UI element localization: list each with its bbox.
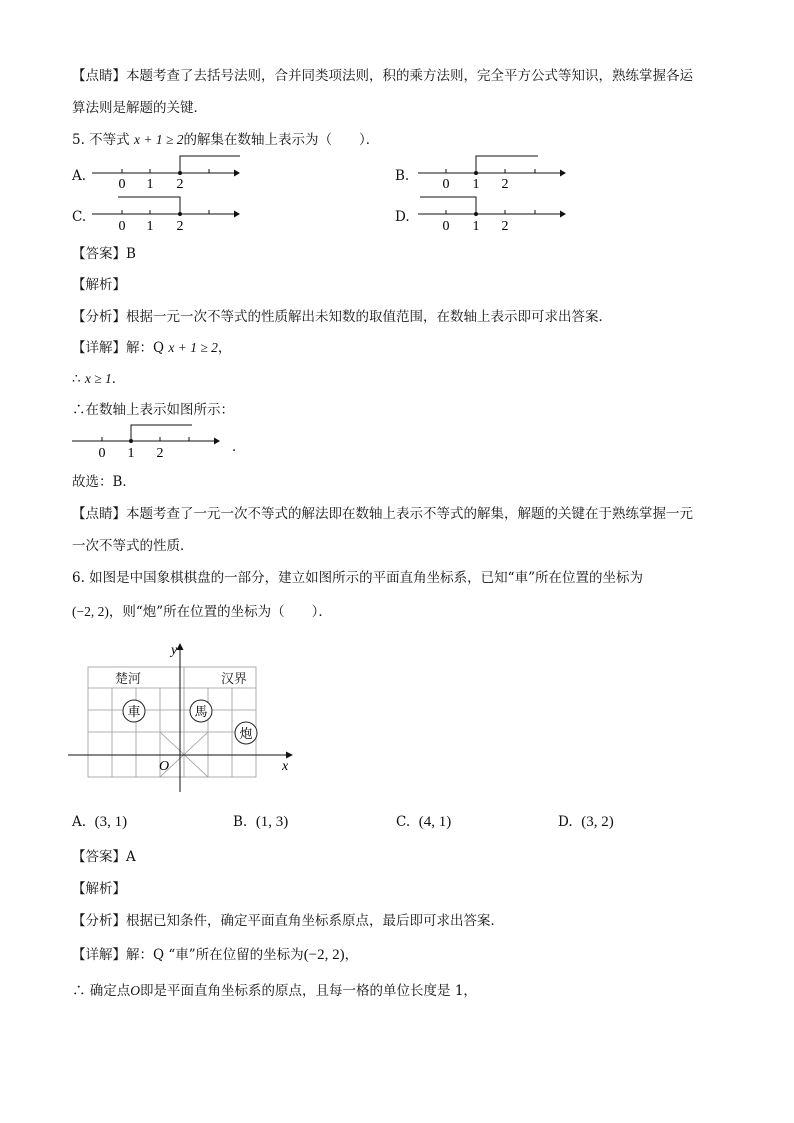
fenxi-text: 根据一元一次不等式的性质解出未知数的取值范围，在数轴上表示即可求出答案． — [126, 309, 612, 325]
q5-analysis-title: 【解析】 — [72, 277, 126, 293]
xiangjie-text: “車”所在位留的坐标为 — [168, 947, 304, 963]
q5-step2 — [72, 400, 234, 420]
piece-ma-label: 馬 — [194, 704, 208, 719]
q5-stem-prefix: 5. 不等式 — [72, 132, 130, 148]
q5-stem — [72, 130, 379, 150]
prev-note-line1 — [72, 66, 693, 86]
tick-label: 2 — [156, 446, 164, 461]
fenxi-text: 根据已知条件，确定平面直角坐标系原点，最后即可求出答案． — [126, 913, 504, 929]
option-label: B. — [233, 814, 248, 830]
q5-option-b-label: B. — [395, 168, 410, 184]
q5-xiangjie — [72, 338, 231, 358]
option-label: A. — [72, 814, 87, 830]
tick-label: 1 — [472, 219, 480, 234]
q6-chessboard-figure — [68, 640, 298, 800]
solution-dot: ． — [232, 439, 246, 455]
step1-end: ． — [111, 371, 126, 387]
q5-answer: 【答案】B — [72, 246, 136, 262]
q6-stem-line1: 6. 如图是中国象棋棋盘的一部分，建立如图所示的平面直角坐标系，已知“車”所在位置的坐标为 — [72, 570, 643, 586]
fenxi-tag: 【分析】 — [72, 309, 126, 325]
q6-option-a — [72, 812, 127, 832]
dianjing-text: 本题考查了一元一次不等式的解法即在数轴上表示不等式的解集，解题的关键在于熟练掌握一元 — [126, 506, 693, 522]
q5-solution-number-line — [68, 422, 228, 462]
q6-option-d — [558, 812, 614, 832]
dianjing-tag: 【点睛】 — [72, 506, 126, 522]
axis-y-label: y — [171, 643, 178, 658]
q6-answer: 【答案】A — [72, 849, 136, 865]
option-value: (3, 2) — [581, 814, 614, 830]
tick-label: 1 — [127, 446, 135, 461]
q5-option-a-number-line — [88, 152, 248, 192]
xiangjie-prefix: 解： — [126, 340, 153, 356]
q5-option-c-number-line — [88, 194, 248, 234]
axis-x-label: x — [282, 759, 289, 774]
option-value: (3, 1) — [94, 814, 128, 830]
piece-che — [123, 700, 145, 722]
piece-pao — [235, 722, 257, 744]
q6-stem-line2 — [72, 602, 332, 622]
piece-pao-label: 炮 — [239, 726, 253, 741]
origin-letter: O — [130, 983, 141, 998]
q5-inequality: x + 1 ≥ 2 — [133, 132, 184, 147]
xiangjie-prefix: 解： — [126, 947, 153, 963]
note-tag: 【点睛】 — [72, 68, 126, 84]
option-label: C. — [396, 814, 411, 830]
q6-stem-suffix: ，则“炮”所在位置的坐标为（ ）． — [108, 604, 332, 620]
tick-label: 1 — [146, 177, 154, 192]
xiangjie-tag: 【详解】 — [72, 340, 126, 356]
prev-note-line2: 算法则是解题的关键． — [72, 100, 207, 116]
q5-dianjing-line1 — [72, 504, 693, 524]
last-suffix: 即是平面直角坐标系的原点，且每一格的单位长度是 1， — [140, 983, 477, 999]
q6-che-coord: (−2, 2) — [72, 604, 109, 619]
tick-label: 0 — [118, 177, 126, 192]
step1-math: x ≥ 1 — [84, 371, 112, 386]
q5-option-d-label: D. — [395, 209, 410, 225]
tick-label: 0 — [442, 219, 450, 234]
option-value: (1, 3) — [255, 814, 289, 830]
option-value: (4, 1) — [418, 814, 452, 830]
tick-label: 2 — [176, 219, 184, 234]
xiangjie-coord: (−2, 2) — [303, 947, 345, 963]
q5-stem-suffix: 的解集在数轴上表示为（ ）． — [183, 132, 380, 148]
q5-option-b-number-line — [414, 152, 574, 192]
q6-fenxi — [72, 911, 504, 931]
tick-label: 2 — [501, 219, 509, 234]
tick-label: 1 — [146, 219, 154, 234]
q6-option-c — [396, 812, 451, 832]
tick-label: 2 — [176, 177, 184, 192]
option-label: D. — [558, 814, 573, 830]
tick-label: 2 — [501, 177, 509, 192]
tick-label: 1 — [472, 177, 480, 192]
q5-choose: 故选：B． — [72, 474, 136, 490]
xiangjie-tag: 【详解】 — [72, 947, 126, 963]
tick-label: 0 — [118, 219, 126, 234]
q5-option-d-number-line — [414, 194, 574, 234]
q5-option-a-label: A. — [72, 168, 87, 184]
origin-label: O — [159, 759, 170, 774]
tick-label: 0 — [98, 446, 106, 461]
q6-xiangjie — [72, 945, 358, 965]
because-symbol: Q — [153, 340, 165, 356]
therefore-symbol: ∴ — [72, 371, 81, 387]
fenxi-tag: 【分析】 — [72, 913, 126, 929]
last-prefix: 确定点 — [89, 983, 131, 999]
q6-last-line — [72, 981, 477, 1001]
note-text: 本题考查了去括号法则，合并同类项法则，积的乘方法则，完全平方公式等知识，熟练掌握各运 — [126, 68, 693, 84]
step2-text: 在数轴上表示如图所示： — [85, 402, 234, 418]
because-symbol: Q — [153, 947, 165, 963]
therefore-symbol: ∴ — [72, 983, 86, 999]
piece-che-label: 車 — [127, 704, 141, 719]
q6-analysis-title: 【解析】 — [72, 881, 126, 897]
river-right-text: 汉界 — [220, 671, 248, 686]
q6-option-b — [233, 812, 288, 832]
q5-dianjing-line2: 一次不等式的性质． — [72, 538, 194, 554]
xiangjie-end: ， — [344, 947, 359, 963]
therefore-symbol: ∴ — [72, 402, 86, 418]
xiangjie-end: ， — [217, 340, 232, 356]
q5-step1 — [72, 369, 125, 389]
xiangjie-math: x + 1 ≥ 2 — [168, 340, 218, 355]
river-left-text: 楚河 — [114, 671, 142, 686]
piece-ma — [190, 700, 212, 722]
q5-option-c-label: C. — [72, 209, 87, 225]
q5-fenxi — [72, 307, 612, 327]
tick-label: 0 — [442, 177, 450, 192]
